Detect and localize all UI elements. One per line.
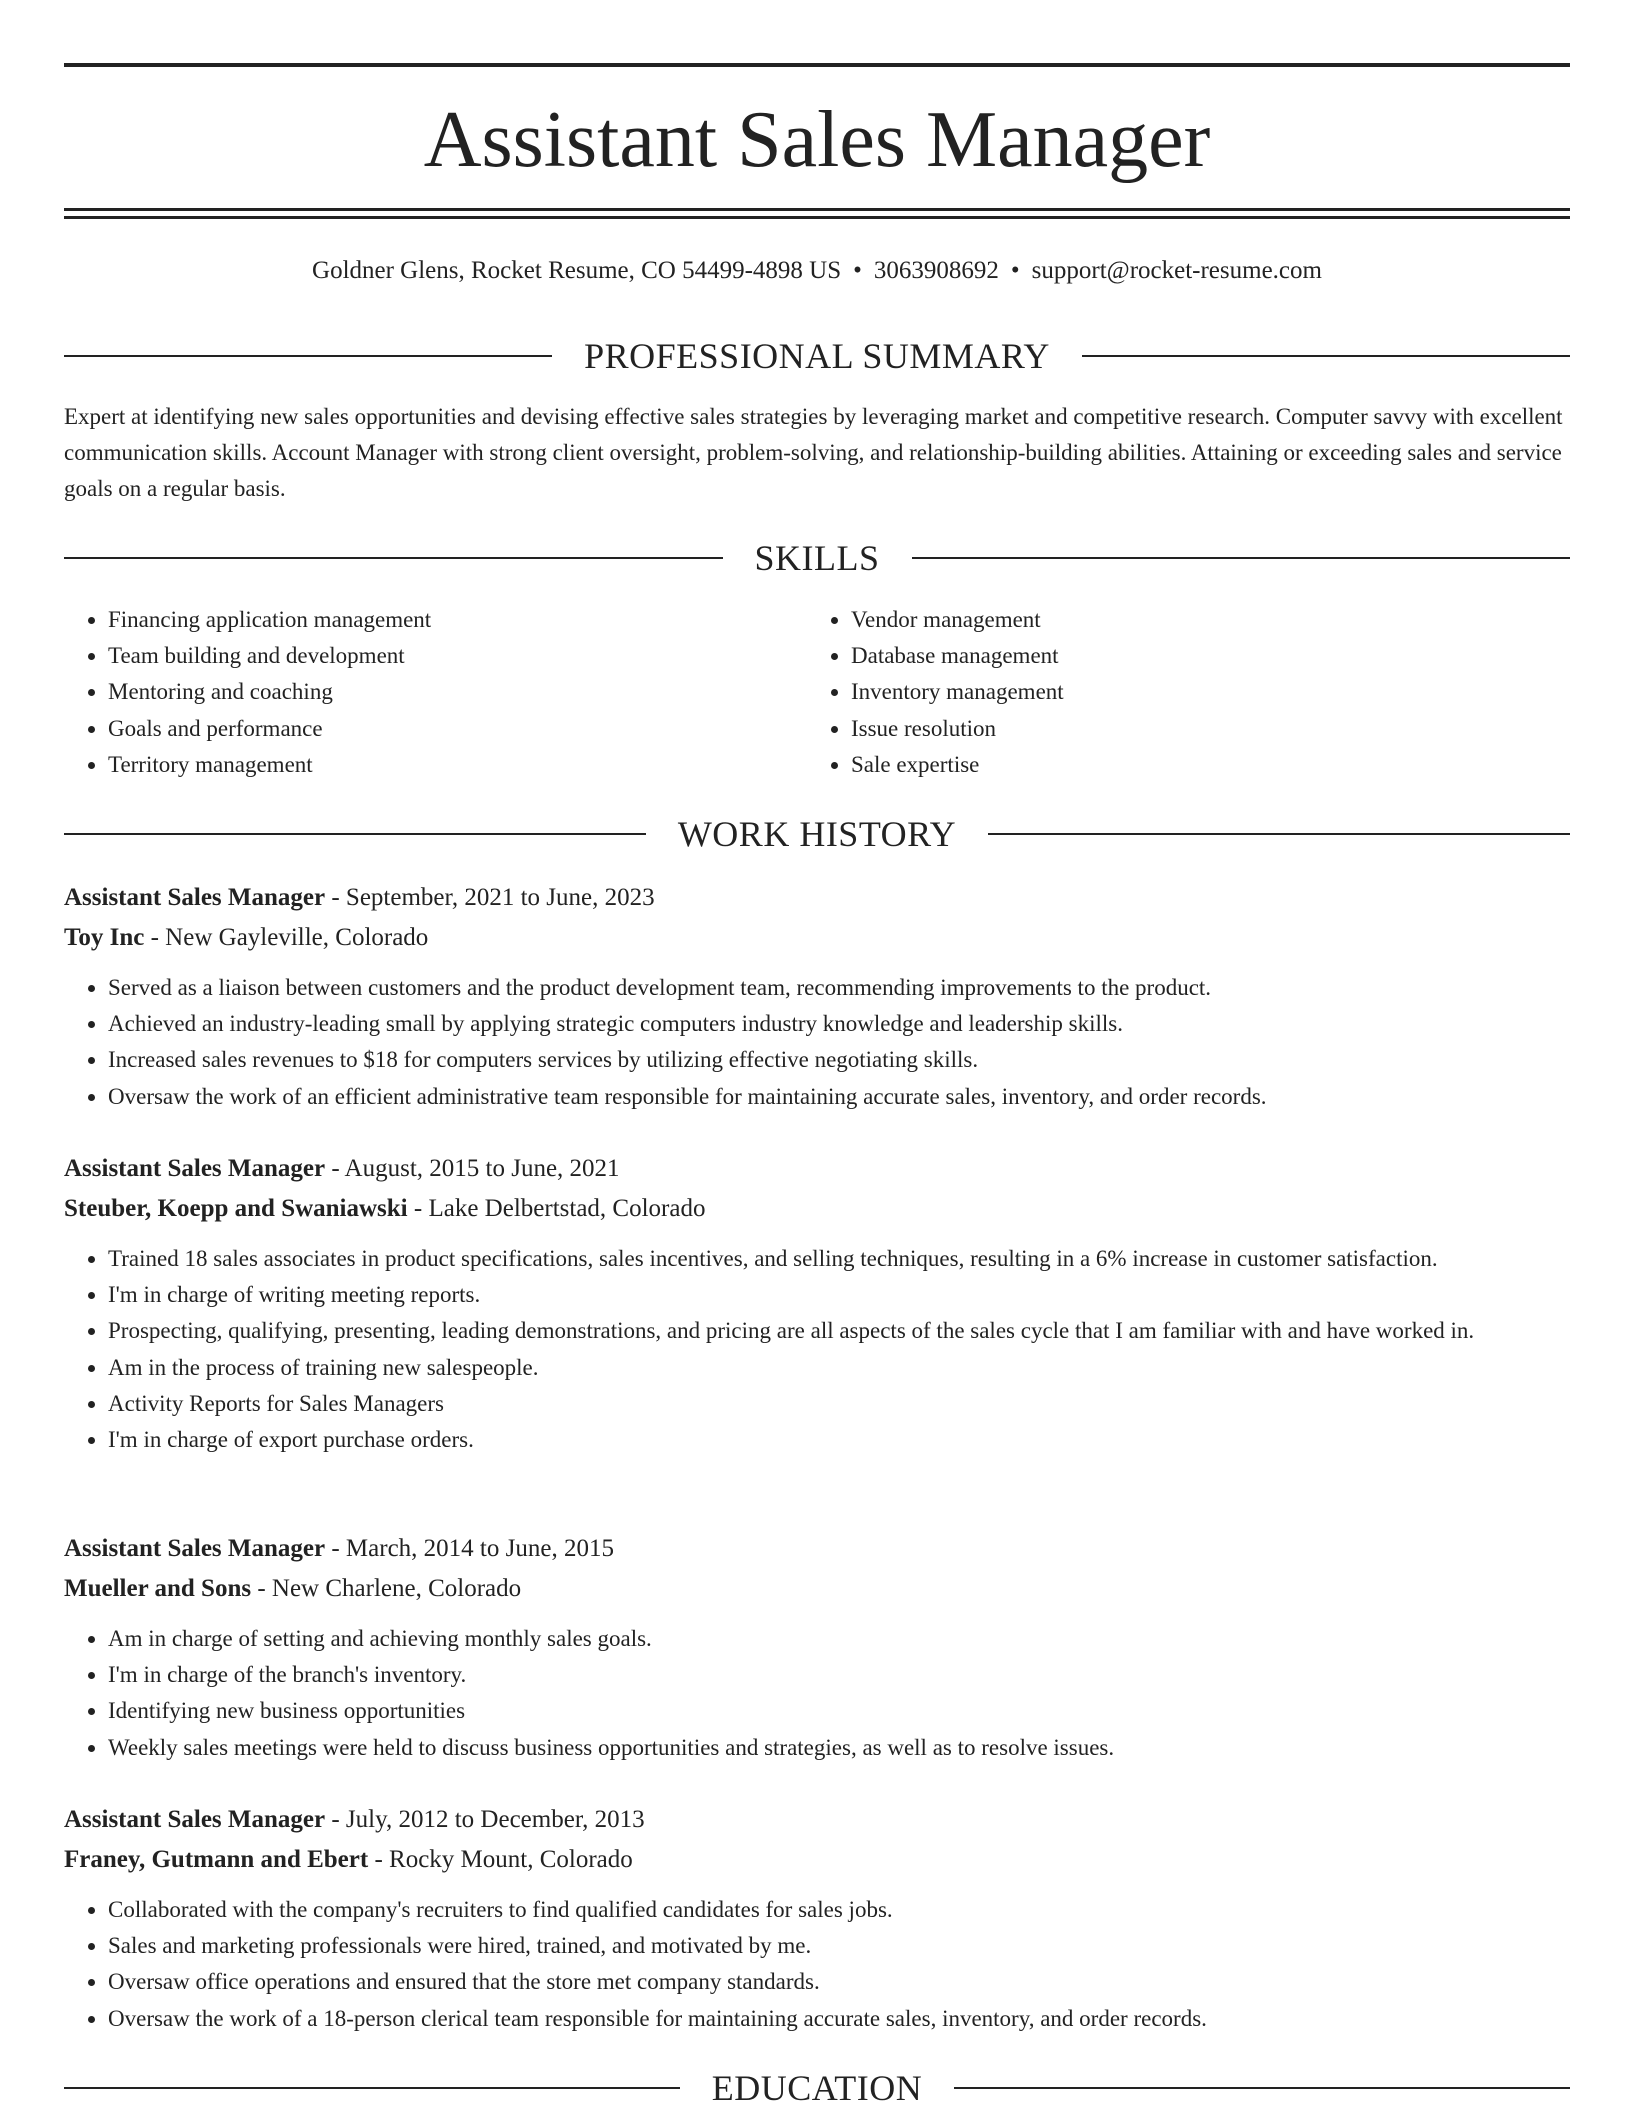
job-title-line [64,1149,1570,1189]
skill-item: • Goals and performance [108,711,807,747]
job-company: Franey, Gutmann and Ebert [64,1846,369,1873]
section-title-education: EDUCATION [711,2068,923,2108]
job-bullet: • Identifying new business opportunities [108,1693,1570,1729]
skill-item: • Inventory management [851,674,1550,710]
job-company: Steuber, Koepp and Swaniawski [64,1195,408,1222]
header-double-rule-lower [64,216,1570,219]
job-entry [64,1800,1570,2037]
skill-item: • Team building and development [108,638,807,674]
section-rule-left [64,2087,680,2089]
job-dates: - August, 2015 to June, 2021 [325,1155,620,1182]
section-heading-summary [64,334,1570,378]
job-bullet: • Trained 18 sales associates in product specifications, sales incentives, and selling techniques, resulting in a 6% increase in customer satisfaction. [108,1241,1570,1277]
job-location: - Rocky Mount, Colorado [368,1846,633,1873]
job-dates: - September, 2021 to June, 2023 [325,884,655,911]
job-location: - New Gayleville, Colorado [144,924,429,951]
job-company: Mueller and Sons [64,1575,252,1602]
header-double-rule-upper [64,208,1570,211]
section-heading-work [64,812,1570,856]
contact-email: support@rocket-resume.com [1031,257,1322,284]
section-title-skills: SKILLS [754,538,880,578]
job-bullet: • Activity Reports for Sales Managers [108,1386,1570,1422]
job-location: - New Charlene, Colorado [251,1575,522,1602]
job-bullet: • Oversaw the work of an efficient administrative team responsible for maintaining accurate sales, inventory, and order records. [108,1079,1570,1115]
skills-list [64,602,1570,783]
job-entry [64,1149,1570,1458]
job-title-line [64,1529,1570,1569]
section-rule-right [912,557,1571,559]
job-bullet: • I'm in charge of the branch's inventory. [108,1657,1570,1693]
job-title-line [64,878,1570,918]
job-company-line [64,1569,1570,1609]
job-title: Assistant Sales Manager [64,1806,326,1833]
job-company-line [64,1189,1570,1229]
job-title: Assistant Sales Manager [64,884,326,911]
skills-column-right [807,602,1550,783]
section-rule-left [64,355,552,357]
contact-phone: 3063908692 [873,257,999,284]
contact-separator: • [853,257,862,284]
job-bullet: • Collaborated with the company's recruiters to find qualified candidates for sales jobs. [108,1892,1570,1928]
job-bullet: • I'm in charge of export purchase orders. [108,1422,1570,1458]
job-bullets [64,1892,1570,2037]
section-rule-left [64,833,646,835]
skill-item: • Vendor management [851,602,1550,638]
skill-item: • Financing application management [108,602,807,638]
skill-item: • Database management [851,638,1550,674]
job-bullet: • Weekly sales meetings were held to discuss business opportunities and strategies, as well as to resolve issues. [108,1730,1570,1766]
job-bullet: • Oversaw the work of a 18-person clerical team responsible for maintaining accurate sales, inventory, and order records. [108,2001,1570,2037]
section-heading-skills [64,536,1570,580]
job-bullet: • Am in charge of setting and achieving monthly sales goals. [108,1621,1570,1657]
section-rule-right [954,2087,1570,2089]
section-title-work: WORK HISTORY [677,814,957,854]
job-dates: - March, 2014 to June, 2015 [325,1535,614,1562]
skill-item: • Mentoring and coaching [108,674,807,710]
section-heading-education [64,2066,1570,2110]
section-rule-left [64,557,723,559]
job-bullet: • I'm in charge of writing meeting reports. [108,1277,1570,1313]
candidate-name: Assistant Sales Manager [423,96,1211,184]
job-title: Assistant Sales Manager [64,1535,326,1562]
job-dates: - July, 2012 to December, 2013 [325,1806,645,1833]
job-bullet: • Increased sales revenues to $18 for computers services by utilizing effective negotiating skills. [108,1042,1570,1078]
skill-item: • Sale expertise [851,747,1550,783]
job-bullets [64,970,1570,1115]
job-company-line [64,1840,1570,1880]
job-company-line [64,918,1570,958]
contact-separator: • [1010,257,1020,284]
job-bullet: • Am in the process of training new salespeople. [108,1350,1570,1386]
job-bullet: • Prospecting, qualifying, presenting, leading demonstrations, and pricing are all aspects of the sales cycle that I am familiar with and have worked in. [108,1313,1570,1349]
job-entry [64,1529,1570,1766]
job-bullets [64,1241,1570,1458]
section-rule-right [988,833,1570,835]
job-bullet: • Achieved an industry-leading small by applying strategic computers industry knowledge and leadership skills. [108,1006,1570,1042]
job-bullet: • Served as a liaison between customers and the product development team, recommending improvements to the product. [108,970,1570,1006]
contact-line [64,254,1570,288]
header-top-rule [64,63,1570,67]
job-location: - Lake Delbertstad, Colorado [407,1195,706,1222]
job-bullet: • Sales and marketing professionals were hired, trained, and motivated by me. [108,1928,1570,1964]
job-title-line [64,1800,1570,1840]
job-company: Toy Inc [64,924,145,951]
section-title-summary: PROFESSIONAL SUMMARY [584,336,1050,376]
skill-item: • Territory management [108,747,807,783]
section-rule-right [1082,355,1570,357]
skill-item: • Issue resolution [851,711,1550,747]
job-entry [64,878,1570,1115]
summary-text: Expert at identifying new sales opportunities and devising effective sales strategies by leveraging market and competitive research. Computer savvy with excellent communication skills. Account Manager with strong client oversight, problem-solving, and relationship-building abilities. Attaining or exceeding sales and service goals on a regular basis. [64,404,1563,501]
job-title: Assistant Sales Manager [64,1155,326,1182]
contact-address: Goldner Glens, Rocket Resume, CO 54499-4898 US [312,257,842,284]
skills-column-left [64,602,807,783]
job-bullet: • Oversaw office operations and ensured that the store met company standards. [108,1964,1570,2000]
job-bullets [64,1621,1570,1766]
